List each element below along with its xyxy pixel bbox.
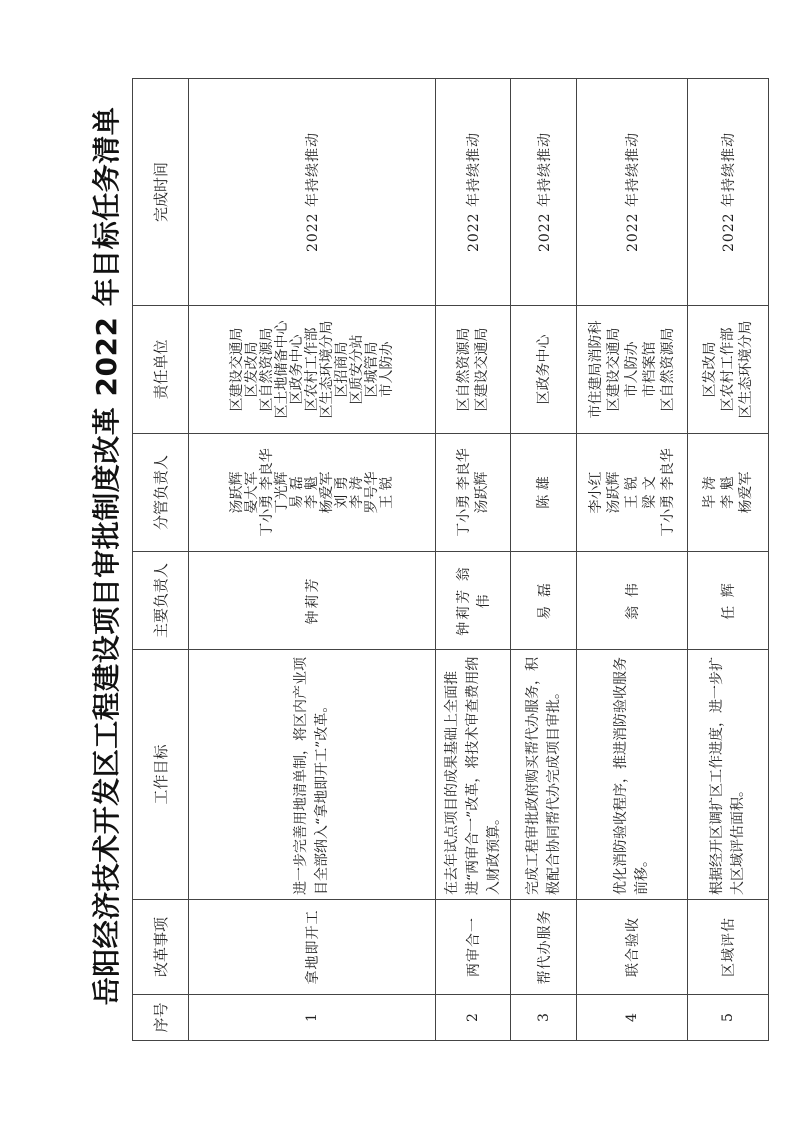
table-header-row (133, 79, 189, 1041)
lead-list (455, 438, 491, 547)
row-main-lead: 钟莉芳 (189, 552, 436, 650)
header-item: 改革事项 (133, 900, 189, 995)
lead-name: 杨爱军 (318, 471, 335, 514)
lead-name: 罗号华 (363, 471, 380, 514)
unit-name: 区自然资源局 (456, 327, 472, 412)
row-no: 3 (511, 995, 577, 1041)
unit-list (455, 310, 491, 429)
row-goal: 优化消防验收程序，推进消防验收服务前移。 (577, 650, 688, 900)
unit-name: 区建设交通局 (474, 327, 490, 412)
unit-list (701, 310, 755, 429)
unit-name: 区农村工作部 (303, 327, 320, 412)
lead-list (230, 438, 395, 547)
unit-name: 区城管局 (363, 341, 380, 398)
lead-name: 丁光辉 (273, 471, 290, 514)
lead-name: 毕 涛 (702, 476, 718, 509)
unit-name: 区政务中心 (288, 334, 305, 405)
lead-name: 李 魁 (720, 476, 736, 509)
row-time: 2022 年持续推动 (189, 79, 436, 306)
unit-name: 区政务中心 (535, 334, 552, 405)
row-no: 1 (189, 995, 436, 1041)
row-no: 5 (688, 995, 769, 1041)
table-row (688, 79, 769, 1041)
table-row (511, 79, 577, 1041)
row-main-lead: 钟莉芳 翁 伟 (436, 552, 511, 650)
table-row (189, 79, 436, 1041)
row-item: 拿地即开工 (189, 900, 436, 995)
unit-name: 区生态环境分局 (738, 320, 754, 419)
header-lead: 分管负责人 (133, 434, 189, 552)
lead-name: 杨爱军 (738, 471, 754, 514)
lead-name: 李 魁 (303, 476, 320, 509)
unit-name: 区建设交通局 (228, 327, 245, 412)
row-leads (189, 434, 436, 552)
row-item: 联合验收 (577, 900, 688, 995)
row-goal: 进一步完善用地清单制，将区内产业项目全部纳入“拿地即开工”改革。 (189, 650, 436, 900)
lead-list (587, 438, 677, 547)
unit-name: 市人防办 (378, 341, 395, 398)
lead-name: 王 锐 (624, 476, 640, 509)
lead-name: 丁小勇 李良华 (456, 448, 472, 537)
row-item: 区域评估 (688, 900, 769, 995)
row-no: 2 (436, 995, 511, 1041)
unit-name: 区自然资源局 (258, 327, 275, 412)
unit-name: 区质安分站 (348, 334, 365, 405)
unit-name: 区土地储备中心 (273, 320, 290, 419)
row-leads (688, 434, 769, 552)
lead-name: 梁 文 (642, 476, 658, 509)
header-time: 完成时间 (133, 79, 189, 306)
row-time: 2022 年持续推动 (577, 79, 688, 306)
header-goal: 工作目标 (133, 650, 189, 900)
lead-name: 汤跃辉 (228, 471, 245, 514)
row-units (436, 306, 511, 434)
row-units (511, 306, 577, 434)
unit-list (230, 310, 395, 429)
row-time: 2022 年持续推动 (511, 79, 577, 306)
header-no: 序号 (133, 995, 189, 1041)
row-main-lead: 翁 伟 (577, 552, 688, 650)
header-unit: 责任单位 (133, 306, 189, 434)
unit-name: 区建设交通局 (606, 327, 622, 412)
row-time: 2022 年持续推动 (688, 79, 769, 306)
row-units (688, 306, 769, 434)
unit-list (535, 310, 553, 429)
lead-name: 汤跃辉 (606, 471, 622, 514)
row-goal: 根据经开区调扩区工作进度，进一步扩大区域评估面积。 (688, 650, 769, 900)
row-main-lead: 易 磊 (511, 552, 577, 650)
lead-name: 王 锐 (378, 476, 395, 509)
table-row (577, 79, 688, 1041)
lead-name: 易 磊 (288, 476, 305, 509)
header-main-lead: 主要负责人 (133, 552, 189, 650)
document-title: 岳阳经济技术开发区工程建设项目审批制度改革 2022 年目标任务清单 (90, 106, 123, 1006)
lead-name: 陈 雄 (535, 476, 552, 509)
lead-name: 李小红 (588, 471, 604, 514)
row-goal: 完成工程审批政府购买帮代办服务，积极配合协同帮代办完成项目审批。 (511, 650, 577, 900)
row-item: 帮代办服务 (511, 900, 577, 995)
lead-list (535, 438, 553, 547)
lead-name: 刘 勇 (333, 476, 350, 509)
lead-name: 晏大军 (243, 471, 260, 514)
unit-name: 区自然资源局 (660, 327, 676, 412)
task-list-table (132, 78, 769, 1041)
lead-name: 丁小勇 李良华 (660, 448, 676, 537)
unit-name: 区发改局 (702, 341, 718, 398)
unit-list (587, 310, 677, 429)
row-main-lead: 任 辉 (688, 552, 769, 650)
row-item: 两审合一 (436, 900, 511, 995)
row-units (577, 306, 688, 434)
unit-name: 区农村工作部 (720, 327, 736, 412)
unit-name: 区生态环境分局 (318, 320, 335, 419)
unit-name: 市人防办 (624, 341, 640, 398)
lead-list (701, 438, 755, 547)
lead-name: 汤跃辉 (474, 471, 490, 514)
unit-name: 区发改局 (243, 341, 260, 398)
row-leads (511, 434, 577, 552)
unit-name: 市住建局消防科 (588, 320, 604, 419)
row-no: 4 (577, 995, 688, 1041)
lead-name: 李 涛 (348, 476, 365, 509)
lead-name: 丁小勇 李良华 (258, 448, 275, 537)
row-leads (436, 434, 511, 552)
unit-name: 区招商局 (333, 341, 350, 398)
row-time: 2022 年持续推动 (436, 79, 511, 306)
table-row (436, 79, 511, 1041)
row-leads (577, 434, 688, 552)
row-units (189, 306, 436, 434)
row-goal: 在去年试点项目的成果基础上全面推进“两审合一”改革，将技术审查费用纳入财政预算。 (436, 650, 511, 900)
unit-name: 市档案馆 (642, 341, 658, 398)
